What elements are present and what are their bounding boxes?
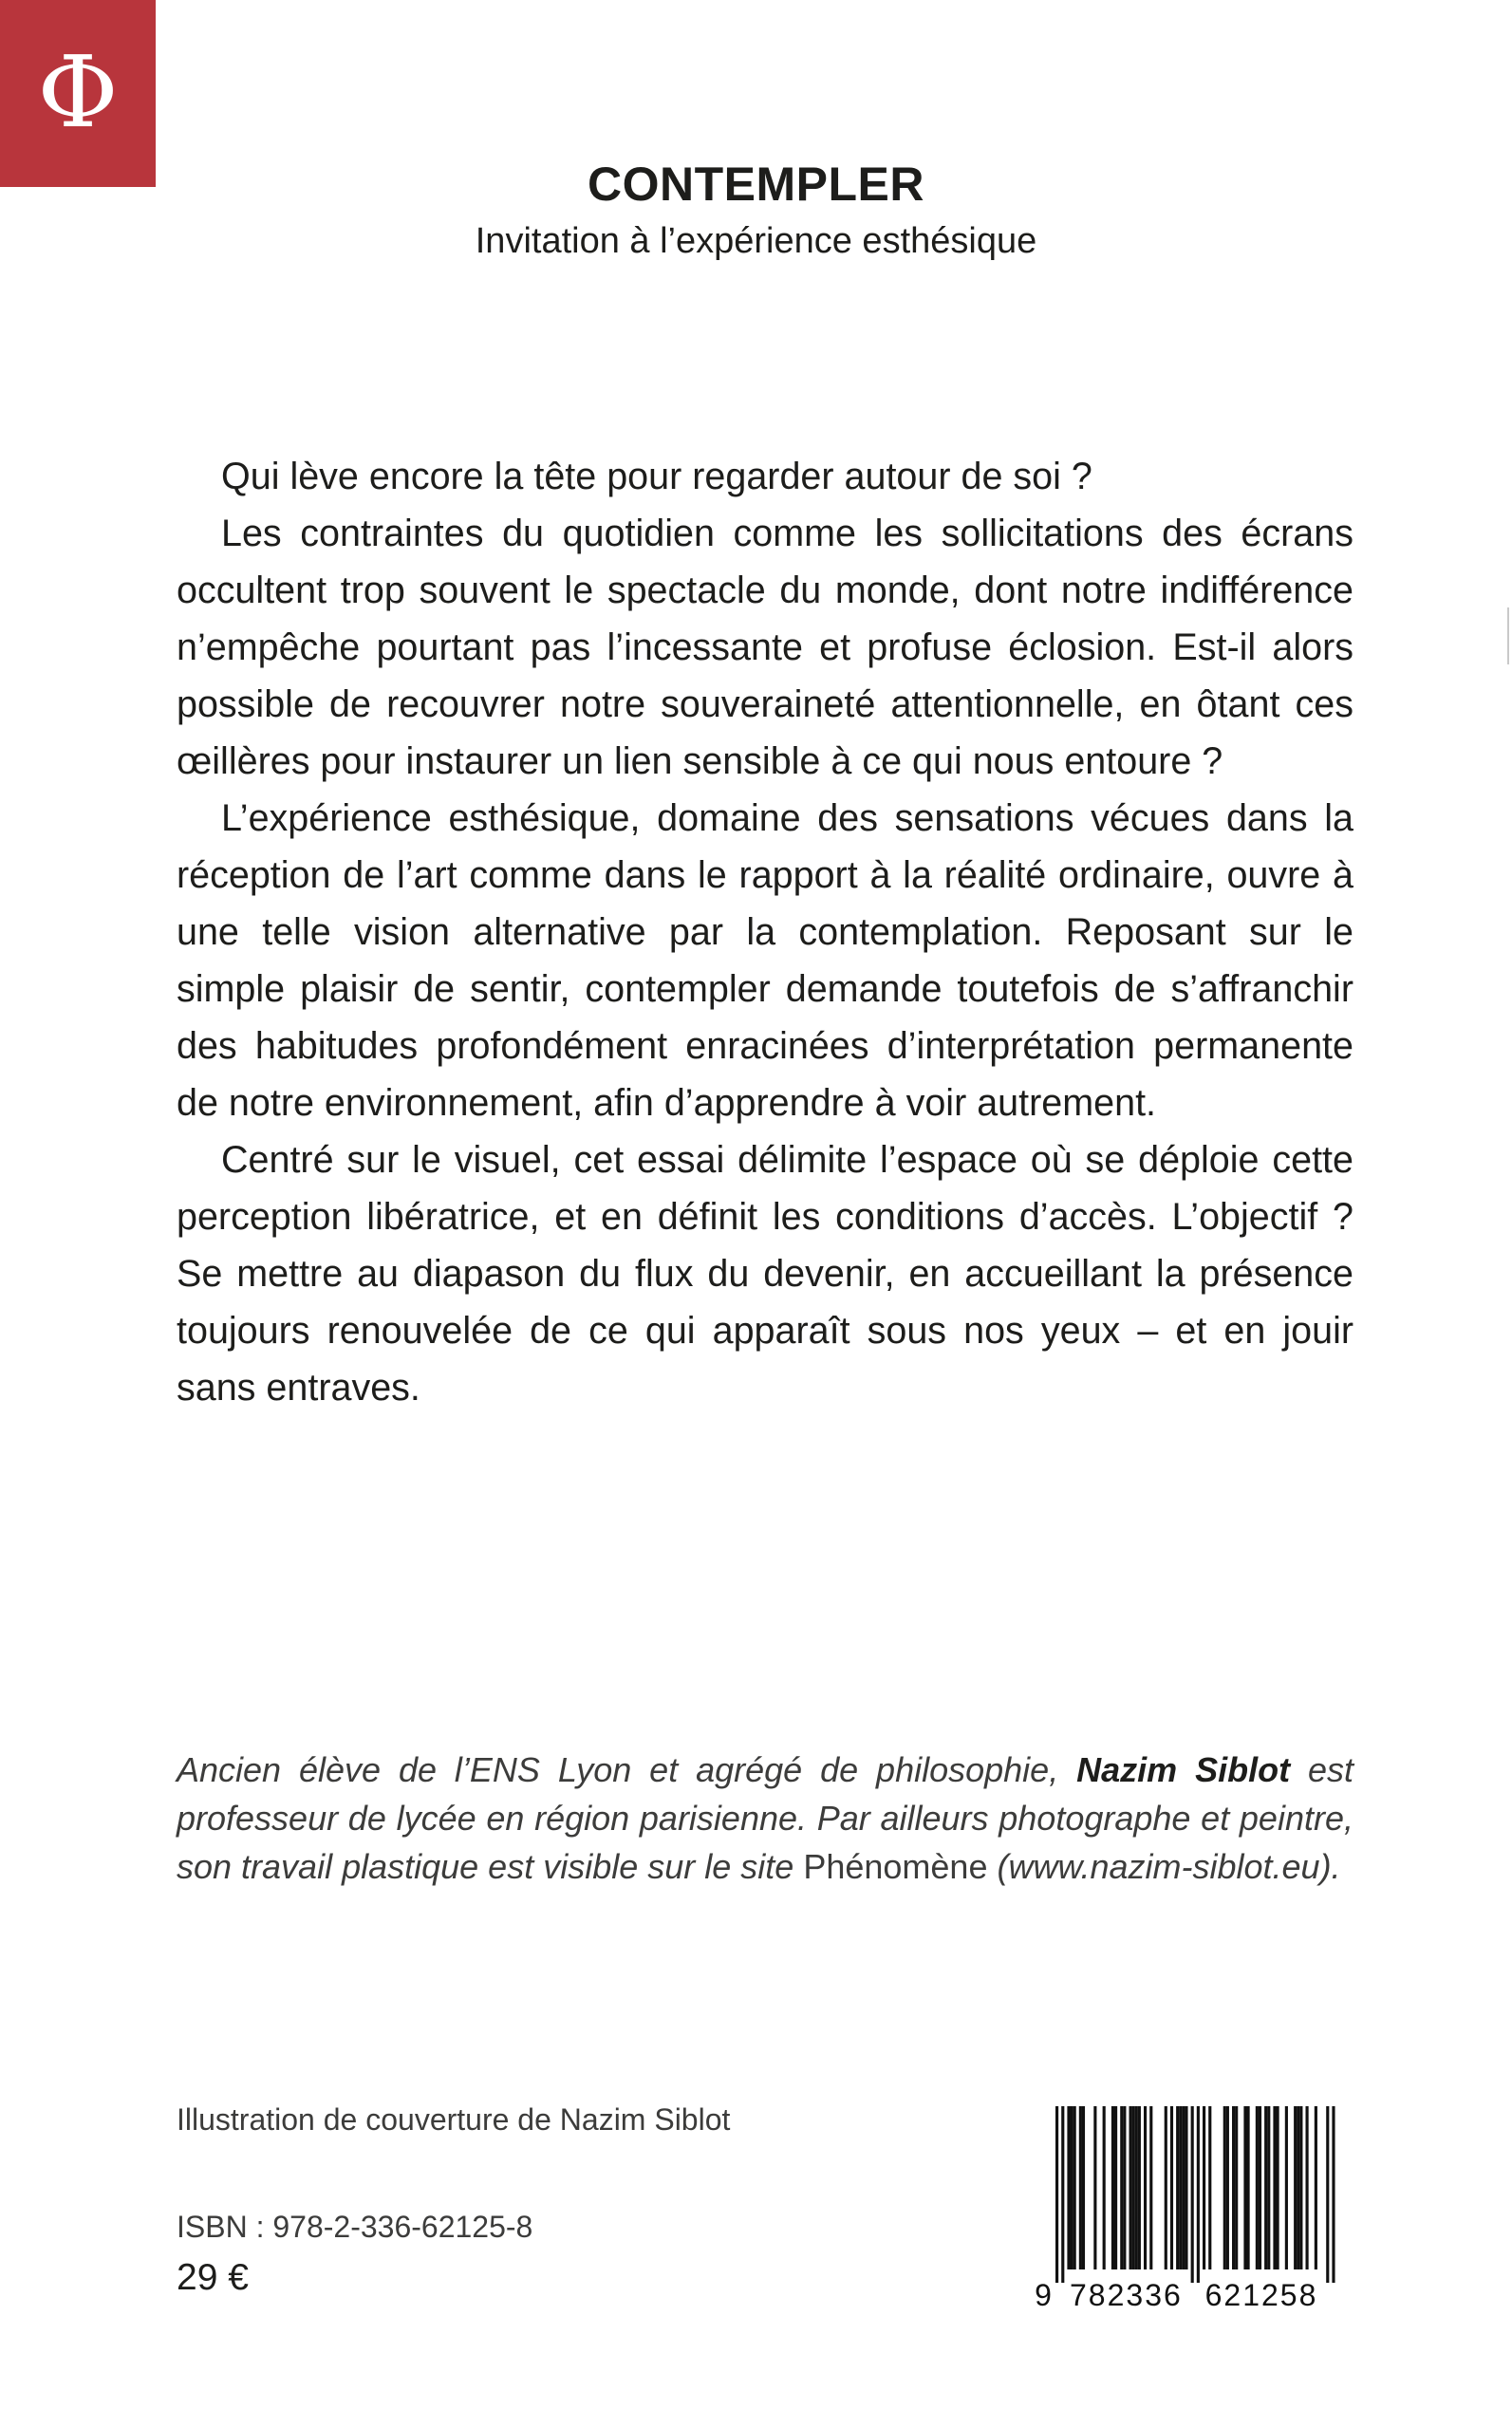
book-title: CONTEMPLER [588, 158, 924, 211]
barcode-digits: 621258 [1204, 2278, 1318, 2312]
barcode-bar [1306, 2106, 1309, 2269]
price: 29 € [177, 2257, 249, 2298]
barcode-bar [1256, 2106, 1259, 2269]
author-name: Nazim Siblot [1076, 1750, 1291, 1789]
barcode-digits: 9 [1035, 2278, 1054, 2312]
barcode-bar [1299, 2106, 1302, 2269]
barcode-bar [1208, 2106, 1211, 2269]
barcode-bar [1114, 2106, 1117, 2269]
barcode-bar [1226, 2106, 1229, 2269]
author-bio [177, 1746, 1353, 1891]
barcode-bar [1277, 2106, 1279, 2269]
bio-text: (www.nazim-siblot.eu). [987, 1847, 1341, 1886]
barcode-bar [1132, 2106, 1135, 2269]
barcode-bar [1259, 2106, 1261, 2269]
barcode-bar [1067, 2106, 1070, 2269]
barcode-bar [1294, 2106, 1297, 2269]
barcode-bar [1129, 2106, 1132, 2269]
blurb-paragraph: Centré sur le visuel, cet essai délimite l’espace où se déploie cette perception libératrice, et en définit les conditions d’accès. L’objectif ? Se mettre au diapason du flux du devenir, en accueillant la présence toujours renouvelée de ce qui apparaît sous nos yeux – et en jouir sans entraves. [177, 1139, 1353, 1409]
barcode-bar [1191, 2106, 1194, 2283]
barcode-bar [1297, 2106, 1299, 2269]
barcode-bar [1185, 2106, 1187, 2269]
barcode-bar [1315, 2106, 1317, 2269]
bio-text: est professeur de lycée en région parisienne. Par ailleurs photographe et peintre, son travail plastique est visible sur le site [177, 1750, 1353, 1886]
barcode-bar [1071, 2106, 1073, 2269]
barcode-bar [1111, 2106, 1114, 2269]
book-subtitle: Invitation à l’expérience esthésique [475, 221, 1037, 261]
barcode-bar [1264, 2106, 1267, 2269]
barcode-graphic [1035, 2102, 1353, 2313]
isbn: ISBN : 978-2-336-62125-8 [177, 2210, 533, 2244]
barcode-bar [1135, 2106, 1138, 2269]
barcode-bar [1326, 2106, 1329, 2283]
barcode [1035, 2102, 1353, 2313]
barcode-bar [1197, 2106, 1200, 2283]
barcode-bar [1285, 2106, 1288, 2269]
blurb [177, 448, 1353, 1416]
barcode-bar [1055, 2106, 1058, 2283]
barcode-bar [1103, 2106, 1106, 2269]
barcode-bar [1123, 2106, 1126, 2269]
blurb-paragraph: L’expérience esthésique, domaine des sensations vécues dans la réception de l’art comme dans le rapport à la réalité ordinaire, ouvre à une telle vision alternative par la contemplation. Reposant sur le simple plaisir de sentir, contempler demande toutefois de s’affranchir des habitudes profondément enracinées d’interprétation permanente de notre environnement, afin d’apprendre à voir autrement. [177, 797, 1353, 1124]
barcode-bar [1243, 2106, 1246, 2269]
barcode-bar [1332, 2106, 1335, 2283]
edge-mark [1507, 607, 1509, 664]
site-name: Phénomène [803, 1847, 988, 1886]
barcode-bar [1235, 2106, 1238, 2269]
barcode-bar [1182, 2106, 1185, 2269]
barcode-bar [1120, 2106, 1123, 2269]
phi-logo-icon: Φ [37, 33, 119, 150]
blurb-paragraph: Qui lève encore la tête pour regarder autour de soi ? [221, 456, 1092, 497]
barcode-bar [1179, 2106, 1182, 2269]
barcode-bar [1267, 2106, 1270, 2269]
barcode-bar [1232, 2106, 1235, 2269]
barcode-bar [1144, 2106, 1147, 2269]
bio-text: Ancien élève de l’ENS Lyon et agrégé de philosophie, [177, 1750, 1077, 1789]
barcode-bar [1247, 2106, 1250, 2269]
barcode-bar [1079, 2106, 1082, 2269]
cover-credit: Illustration de couverture de Nazim Siblot [177, 2102, 731, 2137]
barcode-bar [1203, 2106, 1205, 2269]
barcode-bar [1176, 2106, 1179, 2269]
blurb-paragraph: Les contraintes du quotidien comme les sollicitations des écrans occultent trop souvent le spectacle du monde, dont notre indifférence n’empêche pourtant pas l’incessante et profuse éclosion. Est-il alors possible de recouvrer notre souveraineté attentionnelle, en ôtant ces œillères pour instaurer un lien sensible à ce qui nous entoure ? [177, 513, 1353, 782]
barcode-digits: 782336 [1070, 2278, 1183, 2312]
barcode-bar [1170, 2106, 1173, 2269]
barcode-bar [1165, 2106, 1167, 2269]
barcode-bar [1082, 2106, 1085, 2269]
barcode-bar [1223, 2106, 1226, 2269]
barcode-bar [1061, 2106, 1064, 2283]
barcode-bar [1093, 2106, 1096, 2269]
barcode-bar [1138, 2106, 1141, 2269]
barcode-bar [1149, 2106, 1152, 2269]
barcode-bar [1273, 2106, 1276, 2269]
barcode-bar [1073, 2106, 1076, 2269]
